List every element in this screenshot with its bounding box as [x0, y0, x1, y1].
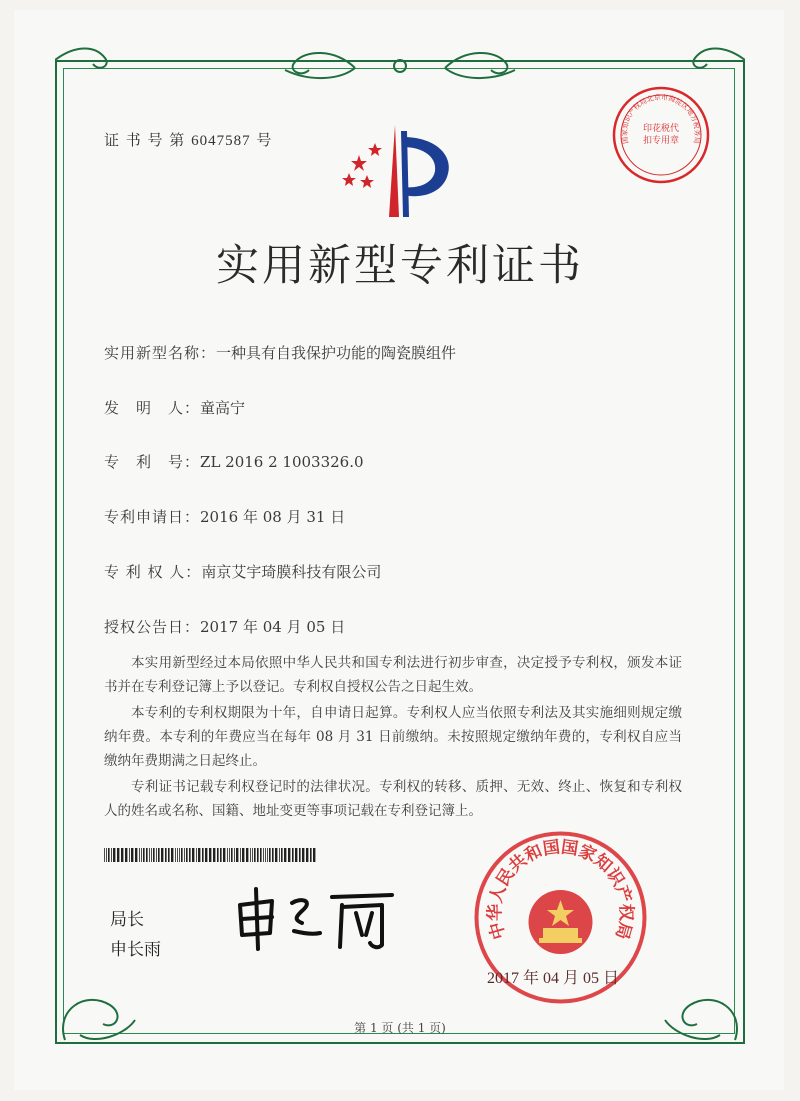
cnipa-emblem-icon — [337, 117, 457, 222]
certificate-number-value: 6047587 — [191, 133, 251, 149]
barcode-bar — [171, 848, 173, 862]
barcode-bar — [217, 848, 219, 862]
barcode-bar — [156, 848, 157, 862]
body-paragraph-3: 专利证书记载专利权登记时的法律状况。专利权的转移、质押、无效、终止、恢复和专利权人的姓名或名称、国籍、地址变更等事项记载在专利登记簿上。 — [104, 779, 682, 819]
inventor-row — [104, 397, 245, 418]
filing-date-row — [104, 506, 345, 527]
utility-model-name-row — [104, 342, 456, 363]
certificate-number-label: 证 书 号 第 — [104, 131, 186, 149]
barcode-bar — [284, 848, 286, 862]
barcode-bar — [213, 848, 215, 862]
patentee-row — [104, 561, 381, 582]
barcode-bar — [254, 848, 256, 862]
barcode-bar — [265, 848, 266, 862]
barcode-bar — [227, 848, 228, 862]
barcode-bar — [151, 848, 152, 862]
barcode-bar — [295, 848, 297, 862]
grant-date-row — [104, 616, 345, 637]
inventor-value: 童高宁 — [200, 399, 246, 417]
barcode-bar — [267, 848, 268, 862]
certificate-number-suffix: 号 — [256, 131, 273, 149]
barcode-bar — [139, 848, 140, 862]
barcode-bar — [272, 848, 274, 862]
barcode-bar — [111, 848, 112, 862]
barcode-bar — [168, 848, 170, 862]
barcode-bar — [117, 848, 119, 862]
barcode-bar — [306, 848, 308, 862]
barcode-bar — [223, 848, 225, 862]
certificate-body — [104, 651, 682, 825]
utility-model-name-label: 实用新型名称： — [104, 344, 217, 362]
barcode-bar — [231, 848, 233, 862]
certificate-title: 实用新型专利证书 — [216, 241, 584, 291]
barcode-bar — [177, 848, 178, 862]
barcode-bar — [292, 848, 294, 862]
body-paragraph-2: 本专利的专利权期限为十年，自申请日起算。专利权人应当依照专利法及其实施细则规定缴纳年费。本专利的年费应当在每年 08 月 31 日前缴纳。未按照规定缴纳年费的，专利权自应当缴纳年费期满之日起终止。 — [104, 705, 682, 769]
barcode-bar — [113, 848, 115, 862]
body-paragraph-1: 本实用新型经过本局依照中华人民共和国专利法进行初步审查，决定授予专利权，颁发本证书并在专利登记簿上予以登记。专利权自授权公告之日起生效。 — [104, 655, 682, 695]
barcode-bar — [143, 848, 145, 862]
barcode-bar — [149, 848, 150, 862]
barcode-bar — [129, 848, 130, 862]
barcode-bar — [153, 848, 155, 862]
barcode-bar — [288, 848, 290, 862]
filing-date-value: 2016 年 08 月 31 日 — [200, 508, 346, 526]
barcode-bar — [104, 848, 105, 862]
barcode-bar — [236, 848, 238, 862]
barcode-bar — [302, 848, 304, 862]
barcode-bar — [196, 848, 197, 862]
barcode-bar — [257, 848, 259, 862]
barcode-bar — [165, 848, 167, 862]
barcode-bar — [205, 848, 207, 862]
barcode-bar — [135, 848, 137, 862]
barcode-bar — [281, 848, 283, 862]
barcode-bar — [310, 848, 312, 862]
barcode-bar — [263, 848, 264, 862]
top-ornament — [55, 40, 745, 90]
inventor-label: 发 明 人： — [104, 399, 201, 417]
barcode-bar — [179, 848, 180, 862]
barcode-bar — [131, 848, 133, 862]
barcode-bar — [108, 848, 110, 862]
patent-number-row — [104, 451, 364, 472]
barcode-bar — [161, 848, 163, 862]
patent-number-value: ZL 2016 2 1003326.0 — [200, 453, 364, 471]
grant-date-label: 授权公告日： — [104, 618, 201, 636]
barcode-bar — [209, 848, 211, 862]
signatory-title: 局长 — [110, 910, 144, 930]
barcode-bar — [220, 848, 222, 862]
stamp-duty-seal — [611, 85, 711, 185]
barcode-bar — [125, 848, 127, 862]
barcode-bar — [181, 848, 183, 862]
barcode-bar — [252, 848, 253, 862]
barcode-bar — [260, 848, 262, 862]
barcode — [104, 848, 318, 862]
seal-date: 2017 年 04 月 05 日 — [487, 970, 620, 987]
utility-model-name-value: 一种具有自我保护功能的陶瓷膜组件 — [216, 344, 457, 362]
patent-number-label: 专 利 号： — [104, 453, 201, 471]
barcode-bar — [184, 848, 185, 862]
grant-date-value: 2017 年 04 月 05 日 — [200, 618, 346, 636]
barcode-bar — [313, 848, 315, 862]
stamp-duty-center-text: 印花税代扣专用章 — [642, 124, 679, 146]
patentee-value: 南京艾宇琦膜科技有限公司 — [201, 563, 382, 581]
seal-text: 中华人民共和国国家知识产权局 — [485, 837, 636, 942]
barcode-bar — [186, 848, 188, 862]
barcode-bar — [275, 848, 277, 862]
barcode-bar — [202, 848, 204, 862]
barcode-bar — [192, 848, 194, 862]
barcode-bar — [234, 848, 235, 862]
barcode-bar — [198, 848, 200, 862]
filing-date-label: 专利申请日： — [104, 508, 201, 526]
handwritten-signature — [232, 883, 402, 953]
barcode-bar — [141, 848, 142, 862]
barcode-bar — [229, 848, 230, 862]
signatory-name: 申长雨 — [110, 940, 161, 960]
barcode-bar — [240, 848, 241, 862]
page-footer: 第 1 页 (共 1 页) — [354, 1021, 446, 1035]
barcode-bar — [121, 848, 123, 862]
barcode-bar — [242, 848, 244, 862]
barcode-bar — [279, 848, 280, 862]
stamp-duty-ring-text: 国家知识产权局北京市海淀区地方税务局 — [620, 93, 702, 145]
barcode-bar — [246, 848, 248, 862]
barcode-bar — [146, 848, 148, 862]
patentee-label: 专 利 权 人： — [104, 563, 202, 581]
barcode-bar — [269, 848, 271, 862]
barcode-bar — [158, 848, 160, 862]
barcode-bar — [106, 848, 107, 862]
barcode-bar — [299, 848, 301, 862]
barcode-bar — [189, 848, 191, 862]
barcode-bar — [175, 848, 176, 862]
barcode-bar — [250, 848, 251, 862]
certificate-number — [104, 129, 272, 150]
